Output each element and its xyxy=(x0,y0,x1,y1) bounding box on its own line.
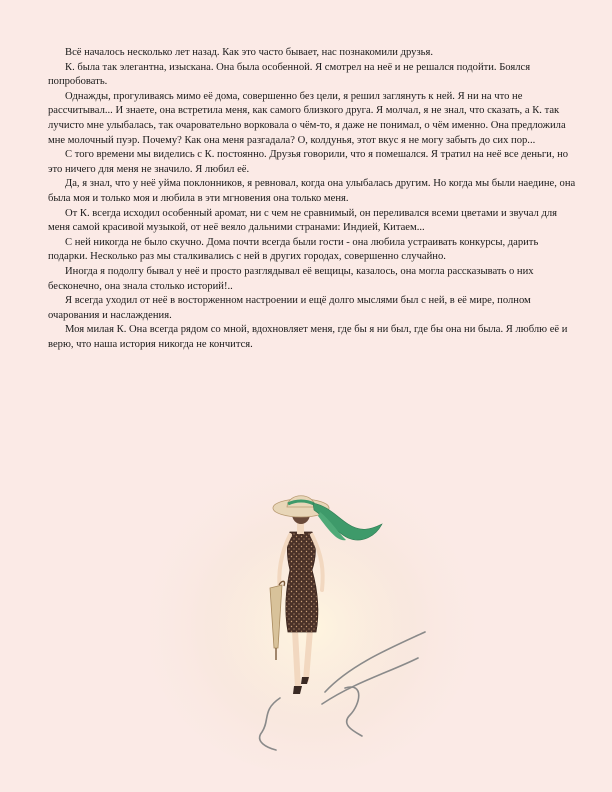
paragraph-9: Я всегда уходил от неё в восторженном настроении и ещё долго мыслями был с ней, в её мире, полном очарования и наслаждения. xyxy=(48,295,531,321)
paragraph-2: К. была так элегантна, изыскана. Она была особенной. Я смотрел на неё и не решался подойти. Боялся попробовать. xyxy=(48,61,531,88)
paragraph-1: Всё началось несколько лет назад. Как это часто бывает, нас познакомили друзья. xyxy=(65,47,433,58)
paragraph-5: Да, я знал, что у неё уйма поклонников, я ревновал, когда она улыбалась другим. Но когда мы были наедине, она была моя и только моя и любила в эти мгновения она только меня. xyxy=(48,178,576,204)
paragraph-10: Моя милая К. Она всегда рядом со мной, вдохновляет меня, где бы я ни был, где бы она ни была. Я люблю её и верю, что наша история никогда не кончится. xyxy=(48,324,568,350)
dress xyxy=(286,532,318,632)
paragraph-6: От К. всегда исходил особенный аромат, ни с чем не сравнимый, он переливался всеми цветами и звучал для меня самой красивой музыкой, от неё веяло дальними странами: Индией, Китаем... xyxy=(48,207,558,234)
woman-walking-illustration xyxy=(150,420,480,770)
paragraph-7: С ней никогда не было скучно. Дома почти всегда были гости - она любила устраивать конкурсы, дарить подарки. Несколько раз мы сталкивались с ней в других городах, совершенно случайно. xyxy=(48,236,539,263)
paragraph-3: Однажды, прогуливаясь мимо её дома, совершенно без цели, я решил заглянуть к ней. Я ни на что не рассчитывал... И знаете, она встретила меня, как самого близкого друга. Я молчал, я не знал, что сказать, а К. так лучисто мне улыбалась, так очаровательно ворковала о чём-то, я даже не понимал, о чём именно. Она предложила мне молочный пуэр. Почему? Как она меня разгадала? О, колдунья, этот вкус я не могу забыть до сих пор... xyxy=(48,90,566,146)
paragraph-4: С того времени мы виделись с К. постоянно. Друзья говорили, что я помешался. Я тратил на неё все деньги, но это ничего для меня не значило. Я любил её. xyxy=(48,149,569,175)
paragraph-8: Иногда я подолгу бывал у неё и просто разглядывал её вещицы, казалось, она могла рассказывать о них бесконечно, она знала столько историй!.. xyxy=(48,265,534,292)
story-text xyxy=(48,46,580,352)
